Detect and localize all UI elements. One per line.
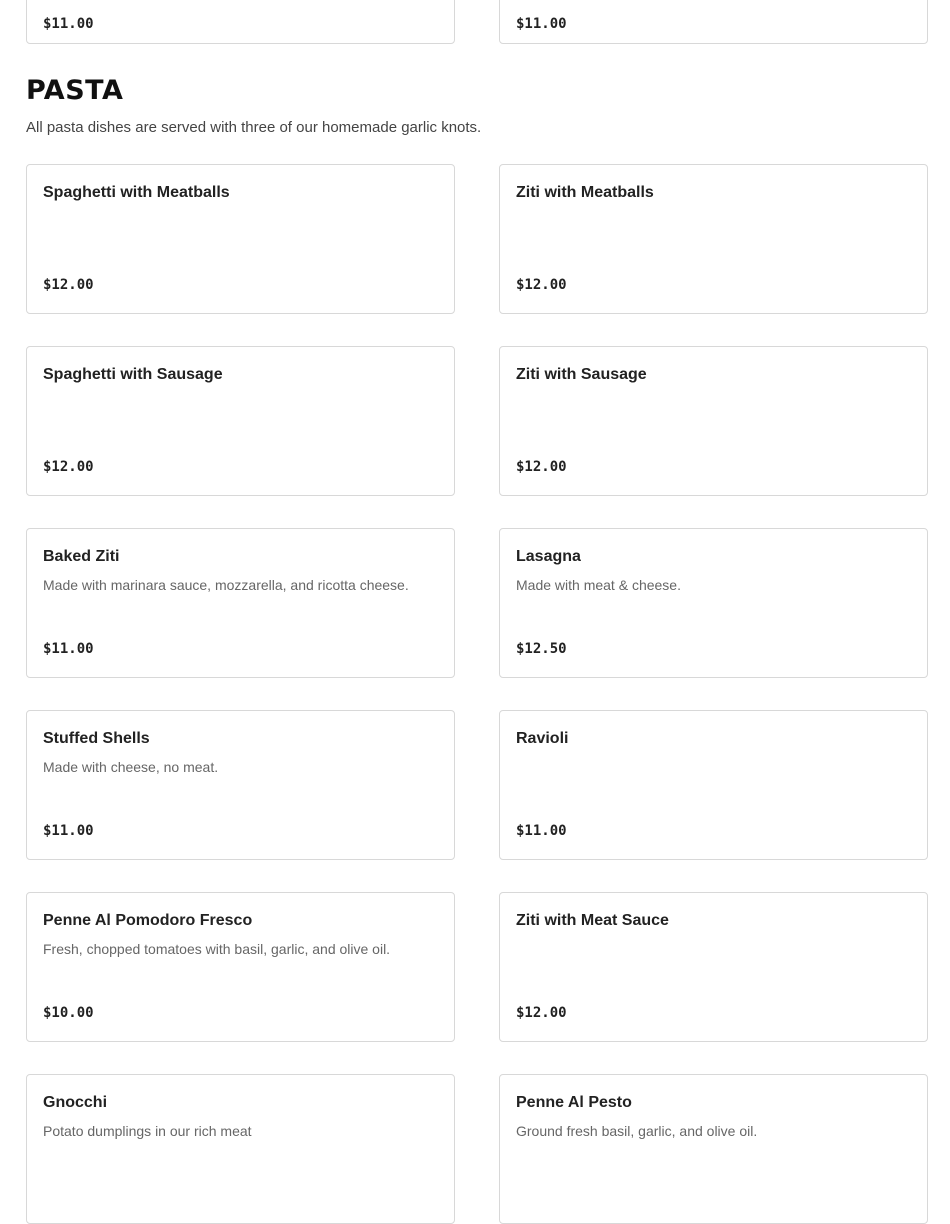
item-description: Ground fresh basil, garlic, and olive oil. xyxy=(516,1123,758,1139)
menu-item-card[interactable] xyxy=(499,710,928,860)
menu-item-card[interactable] xyxy=(499,892,928,1042)
item-name: Ravioli xyxy=(516,730,569,747)
item-price: $12.00 xyxy=(43,459,94,475)
menu-item-card[interactable] xyxy=(499,346,928,496)
item-name: Penne Al Pesto xyxy=(516,1094,632,1111)
menu-item-card[interactable] xyxy=(26,164,455,314)
section-title: PASTA xyxy=(26,75,124,106)
item-description: Fresh, chopped tomatoes with basil, garlic, and olive oil. xyxy=(43,941,391,957)
item-name: Stuffed Shells xyxy=(43,730,150,747)
menu-item-card[interactable] xyxy=(26,346,455,496)
item-name: Spaghetti with Sausage xyxy=(43,366,223,383)
item-name: Ziti with Meatballs xyxy=(516,184,654,201)
item-price: $12.00 xyxy=(43,277,94,293)
item-description: Made with marinara sauce, mozzarella, and ricotta cheese. xyxy=(43,577,409,593)
menu-item-card[interactable] xyxy=(499,164,928,314)
item-description: Made with cheese, no meat. xyxy=(43,759,219,775)
menu-item-card[interactable] xyxy=(26,528,455,678)
item-name: Ziti with Sausage xyxy=(516,366,647,383)
menu-item-card[interactable] xyxy=(499,528,928,678)
menu-item-card[interactable] xyxy=(499,0,928,44)
menu-item-card[interactable] xyxy=(26,0,455,44)
menu-item-card[interactable] xyxy=(499,1074,928,1224)
item-name: Ziti with Meat Sauce xyxy=(516,912,669,929)
item-price: $12.00 xyxy=(516,1005,567,1021)
item-price: $11.00 xyxy=(516,16,567,32)
menu-item-card[interactable] xyxy=(26,892,455,1042)
item-name: Lasagna xyxy=(516,548,581,565)
item-price: $11.00 xyxy=(43,823,94,839)
section-subtitle: All pasta dishes are served with three of our homemade garlic knots. xyxy=(26,119,482,136)
item-price: $10.00 xyxy=(43,1005,94,1021)
item-price: $11.00 xyxy=(43,16,94,32)
item-price: $12.00 xyxy=(516,277,567,293)
item-name: Gnocchi xyxy=(43,1094,108,1111)
item-price: $11.00 xyxy=(516,823,567,839)
item-name: Spaghetti with Meatballs xyxy=(43,184,230,201)
menu-item-card[interactable] xyxy=(26,1074,455,1224)
item-price: $12.50 xyxy=(516,641,567,657)
item-description: Potato dumplings in our rich meat xyxy=(43,1123,252,1139)
item-price: $12.00 xyxy=(516,459,567,475)
item-price: $11.00 xyxy=(43,641,94,657)
item-description: Made with meat & cheese. xyxy=(516,577,681,593)
menu-item-card[interactable] xyxy=(26,710,455,860)
item-name: Baked Ziti xyxy=(43,548,120,565)
item-name: Penne Al Pomodoro Fresco xyxy=(43,912,253,929)
